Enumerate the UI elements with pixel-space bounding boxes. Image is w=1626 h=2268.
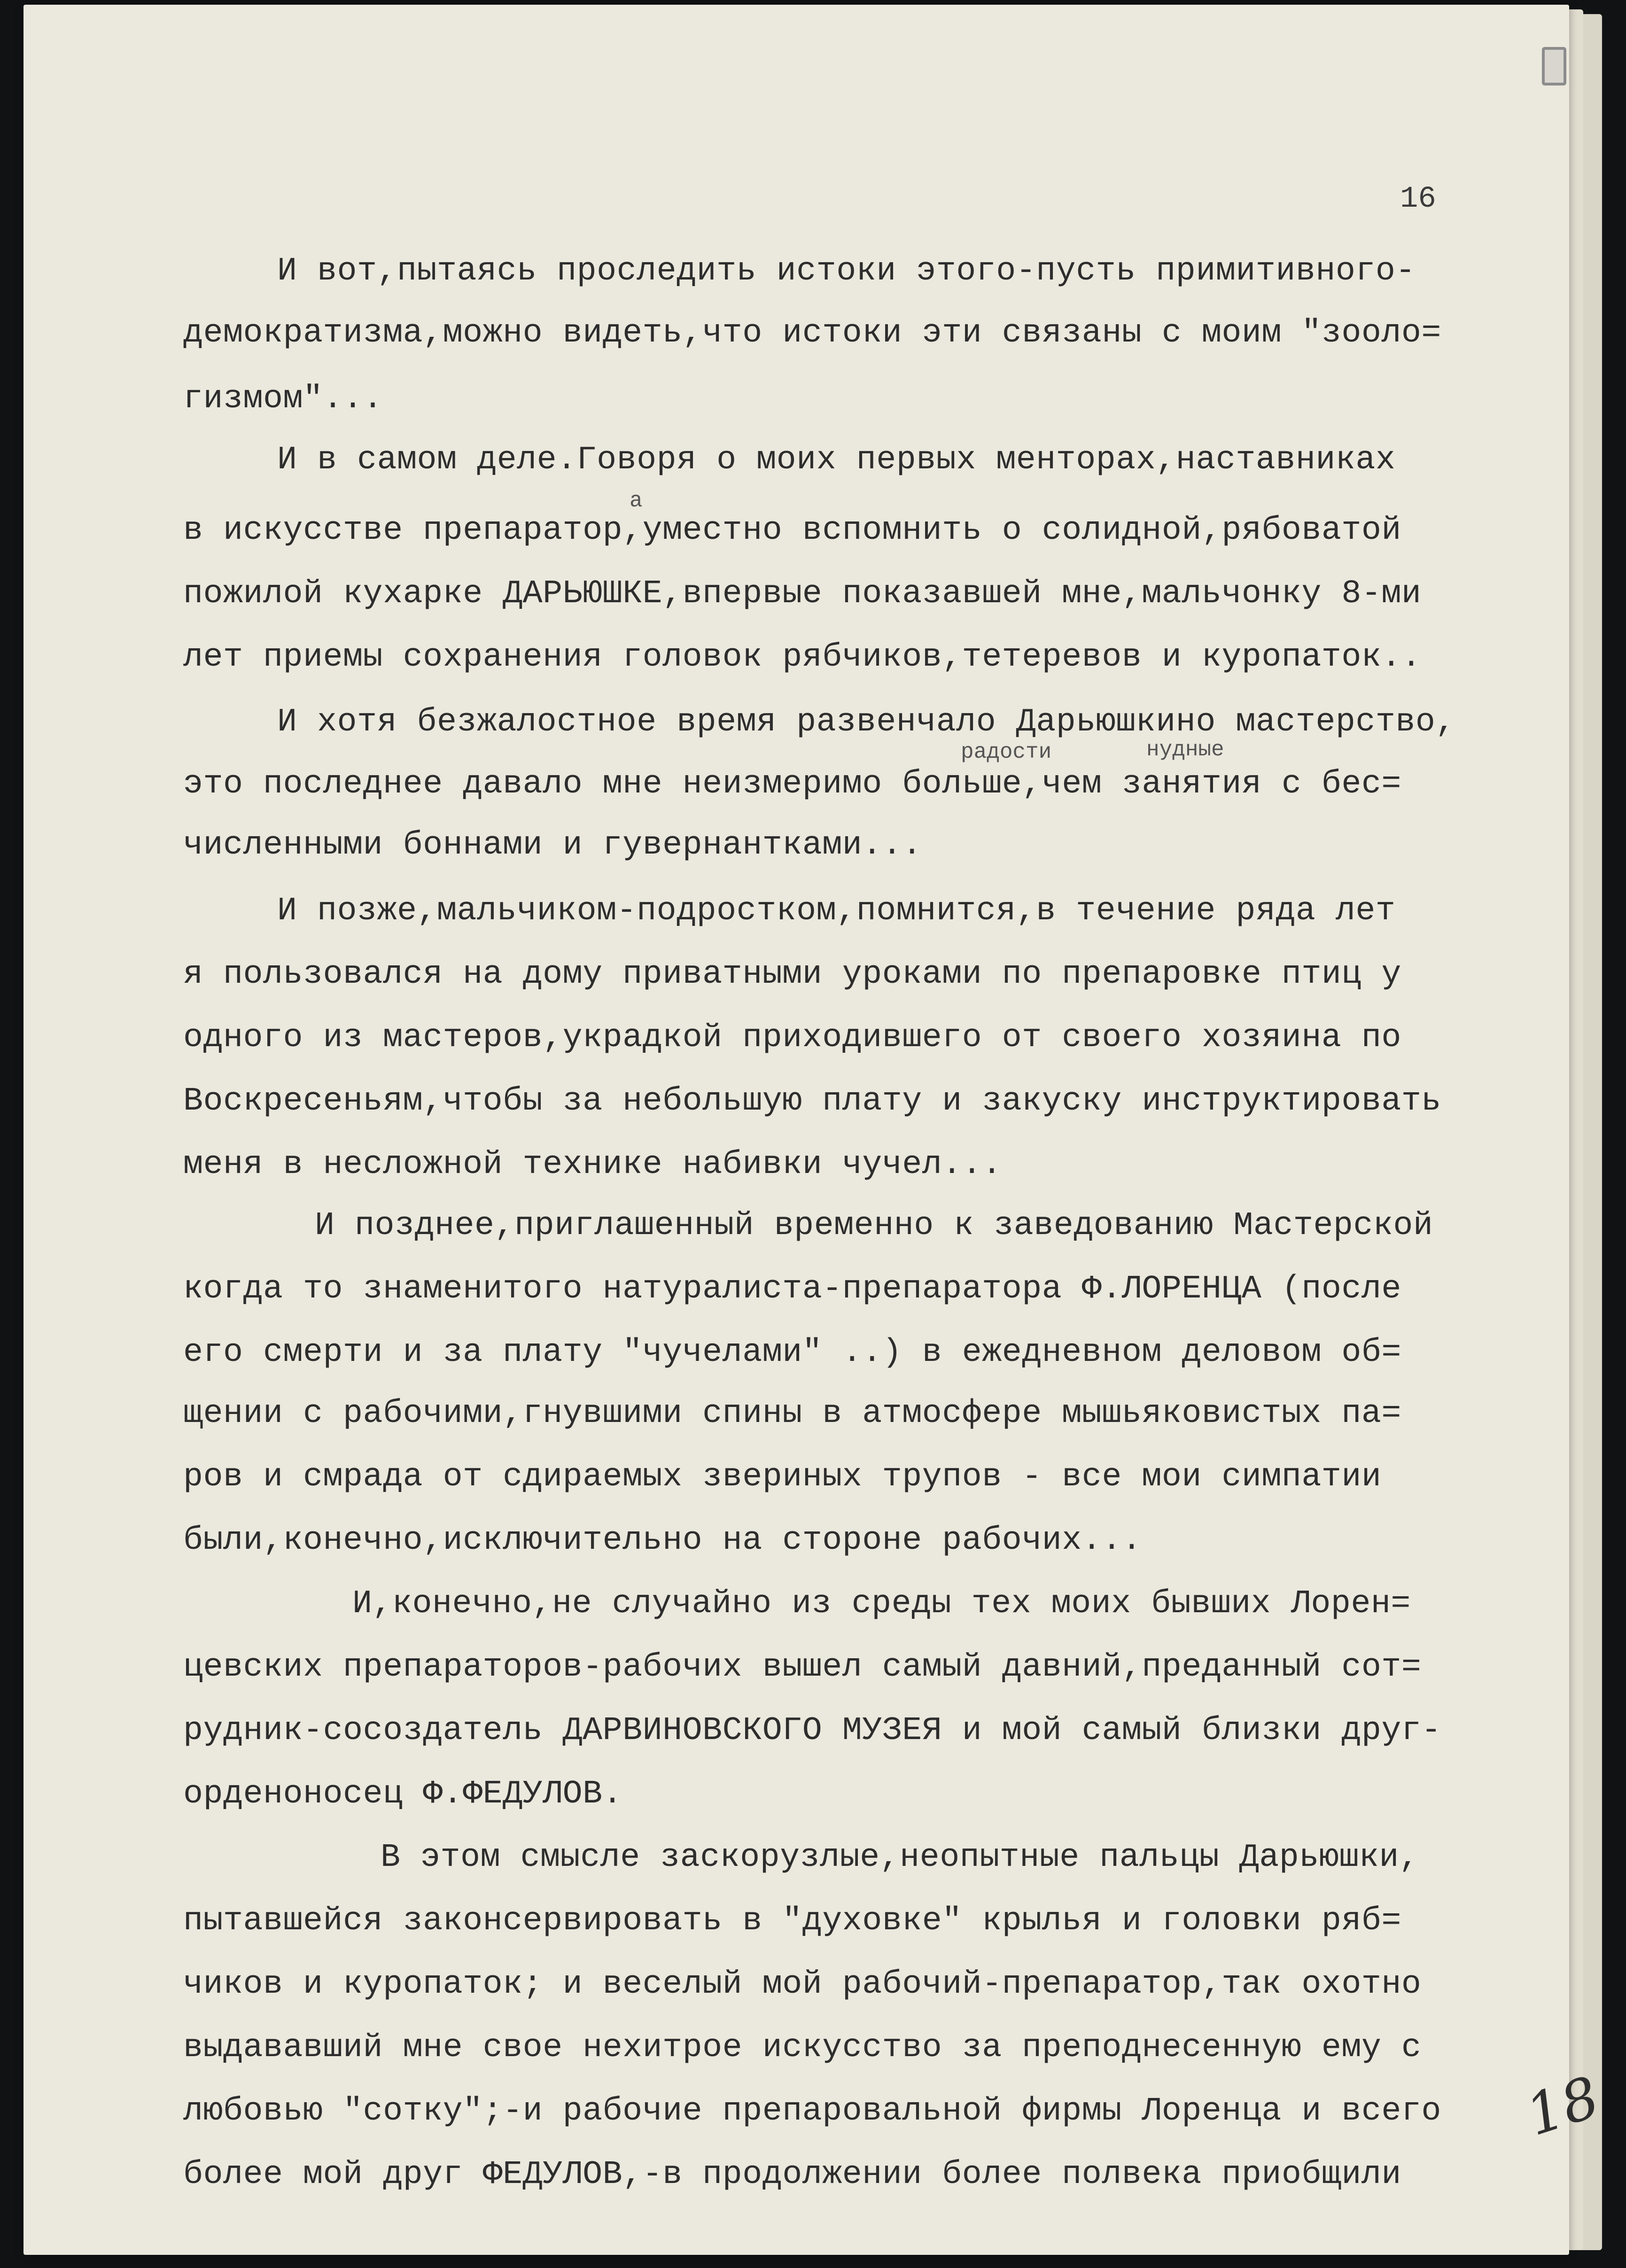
text-line: выдававший мне свое нехитрое искусство за преподнесенную ему с — [183, 2029, 1422, 2066]
page-number: 16 — [1400, 182, 1436, 216]
text-line: я пользовался на дому приватными уроками по препаровке птиц у — [183, 956, 1401, 993]
text-line: численными боннами и гувернантками... — [183, 827, 922, 864]
handwritten-insertion: радости — [961, 740, 1052, 764]
text-line: И позже,мальчиком-подростком,помнится,в течение ряда лет — [277, 893, 1396, 930]
text-line: это последнее давало мне неизмеримо больше,чем занятия с бес= — [183, 766, 1401, 803]
text-line: демократизма,можно видеть,что истоки эти связаны с моим "зооло= — [183, 315, 1441, 352]
text-line: В этом смысле заскорузлые,неопытные пальцы Дарьюшки, — [381, 1839, 1419, 1876]
archive-folio-mark: 18 — [1518, 2064, 1607, 2149]
text-line: были,конечно,исключительно на стороне рабочих... — [183, 1522, 1142, 1559]
text-line: пытавшейся законсервировать в "духовке" крылья и головки ряб= — [183, 1903, 1401, 1940]
text-line: рудник-сосоздатель ДАРВИНОВСКОГО МУЗЕЯ и мой самый близки друг- — [183, 1712, 1441, 1749]
text-line: когда то знаменитого натуралиста-препаратора Ф.ЛОРЕНЦА (после — [183, 1271, 1401, 1308]
text-line: И хотя безжалостное время развенчало Дарьюшкино мастерство, — [277, 704, 1455, 741]
text-line: пожилой кухарке ДАРЬЮШКЕ,впервые показавшей мне,мальчонку 8-ми — [183, 575, 1422, 613]
text-line: лет приемы сохранения головок рябчиков,тетеревов и куропаток.. — [183, 639, 1422, 676]
text-line: ров и смрада от сдираемых звериных трупов - все мои симпатии — [183, 1459, 1382, 1496]
handwritten-insertion: нудные — [1146, 738, 1224, 762]
text-line: И вот,пытаясь проследить истоки этого-пусть примитивного- — [277, 253, 1416, 290]
text-line: щении с рабочими,гнувшими спины в атмосфере мышьяковистых па= — [183, 1395, 1401, 1432]
text-line: в искусстве препаратор,уместно вспомнить о солидной,рябоватой — [183, 512, 1401, 549]
text-line: гизмом"... — [183, 381, 383, 418]
text-line: чиков и куропаток; и веселый мой рабочий-препаратор,так охотно — [183, 1966, 1422, 2003]
text-line: И в самом деле.Говоря о моих первых менторах,наставниках — [277, 442, 1396, 479]
text-line: И позднее,приглашенный временно к заведованию Мастерской — [315, 1207, 1433, 1244]
handwritten-insertion: а — [630, 489, 643, 513]
text-line: более мой друг ФЕДУЛОВ,-в продолжении более полвека приобщили — [183, 2156, 1401, 2193]
text-line: одного из мастеров,украдкой приходившего от своего хозяина по — [183, 1019, 1401, 1056]
body-text — [23, 5, 1569, 2255]
typewritten-page — [23, 5, 1607, 2255]
text-line: Воскресеньям,чтобы за небольшую плату и закуску инструктировать — [183, 1083, 1441, 1120]
text-line: его смерти и за плату "чучелами" ..) в ежедневном деловом об= — [183, 1334, 1401, 1371]
text-line: цевских препараторов-рабочих вышел самый давний,преданный сот= — [183, 1649, 1422, 1686]
text-line: меня в несложной технике набивки чучел... — [183, 1146, 1002, 1183]
text-line: орденоносец Ф.ФЕДУЛОВ. — [183, 1776, 623, 1813]
text-line: любовью "сотку";-и рабочие препаровальной фирмы Лоренца и всего — [183, 2093, 1441, 2130]
text-line: И,конечно,не случайно из среды тех моих бывших Лорен= — [352, 1585, 1411, 1623]
